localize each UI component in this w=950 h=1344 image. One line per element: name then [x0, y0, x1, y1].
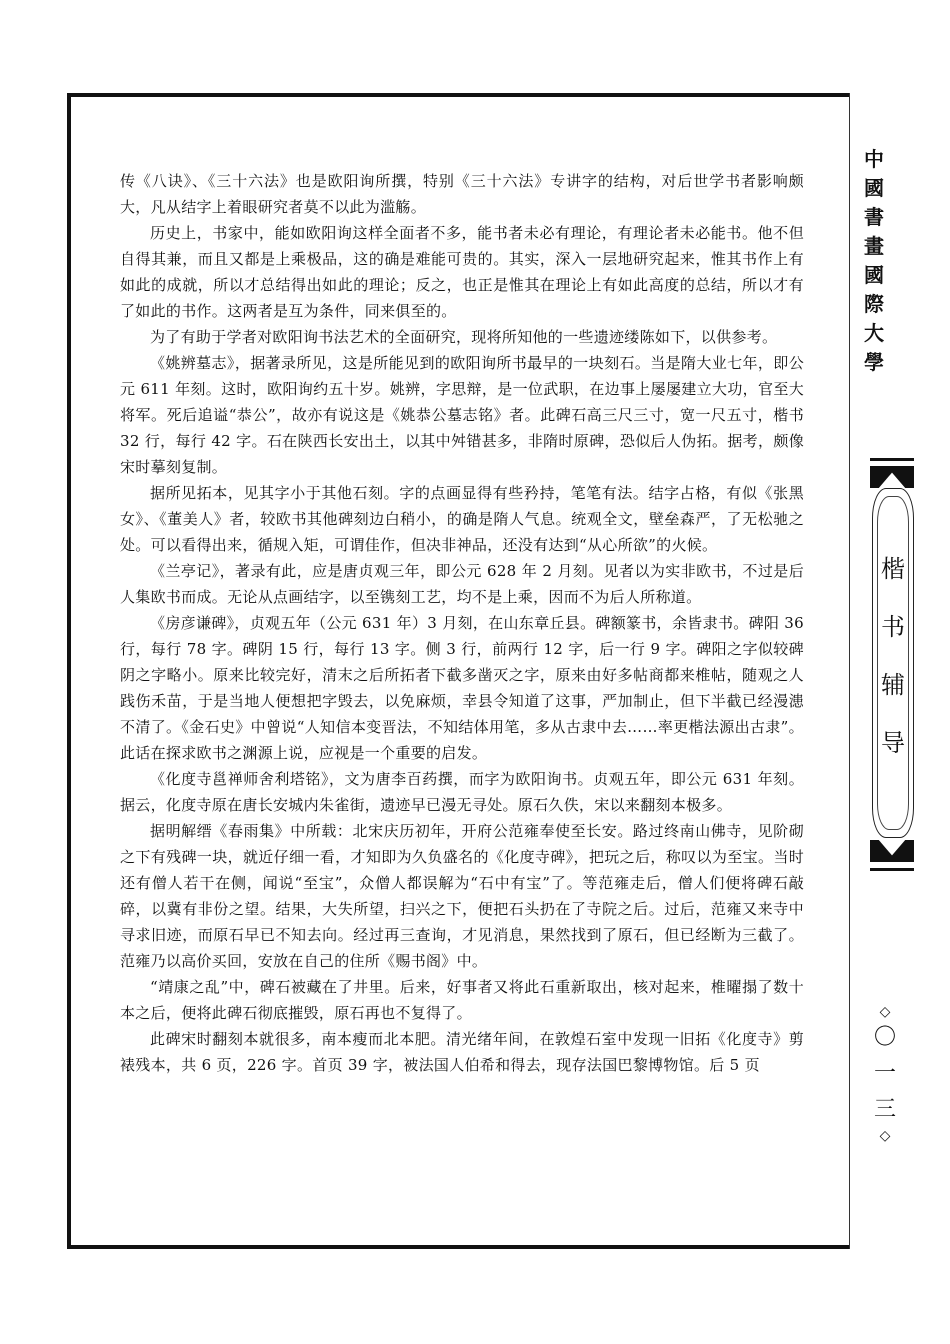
paragraph: 传《八诀》、《三十六法》也是欧阳询所撰，特别《三十六法》专讲字的结构，对后世学书者影响颇大，凡从结字上着眼研究者莫不以此为滥觞。	[120, 172, 804, 216]
banner-bottom-rule	[870, 868, 914, 871]
paragraph: 《姚辨墓志》，据著录所见，这是所能见到的欧阳询所书最早的一块刻石。当是隋大业七年，即公元 611 年刻。这时，欧阳询约五十岁。姚辨，字思辩，是一位武职，在边事上屡屡建立大功，官至大将军。死后追谥“恭公”，故亦有说这是《姚恭公墓志铭》者。此碑石高三尺三寸，宽一尺五寸，楷书 32 行，每行 42 字。石在陕西长安出土，以其中舛错甚多，非隋时原碑，恐似后人伪拓。据考，颇像宋时摹刻复制。	[120, 354, 804, 476]
side-title-char: 大	[864, 321, 884, 345]
banner-char: 楷	[881, 555, 905, 583]
paragraph: 据所见拓本，见其字小于其他石刻。字的点画显得有些矜持，笔笔有法。结字占格，有似《张黑女》、《董美人》者，较欧书其他碑刻边白稍小，的确是隋人气息。统观全文，壁垒森严，了无松驰之处。可以看得出来，循规入矩，可谓佳作，但决非神品，还没有达到“从心所欲”的火候。	[120, 484, 804, 554]
paragraph: 《房彦谦碑》，贞观五年（公元 631 年）3 月刻，在山东章丘县。碑额篆书，余皆隶书。碑阳 36 行，每行 78 字。碑阴 15 行，每行 13 字。侧 3 行，前两行 12 字，后一行 9 字。碑阳之字似较碑阴之字略小。原来比较完好，清末之后所拓者下截多凿灭之字，原来由好多帖商都来椎帖，随观之人践伤禾苗，于是当地人便想把字毁去，以免麻烦，幸县令知道了这事，严加制止，但下半截已经漫漶不清了。《金石史》中曾说“人知信本变晋法，不知结体用笔，多从古隶中去……率更楷法源出古隶”。此话在探求欧书之渊源上说，应视是一个重要的启发。	[120, 614, 804, 762]
section-banner	[872, 540, 914, 772]
paragraph: 历史上，书家中，能如欧阳询这样全面者不多，能书者未必有理论，有理论者未必能书。他不但自得其兼，而且又都是上乘极品，这的确是难能可贵的。其实，深入一层地研究起来，惟其书作上有如此的成就，所以才总结得出如此的理论；反之，也正是惟其在理论上有如此高度的总结，所以才有了如此的书作。这两者是互为条件，同来俱至的。	[120, 224, 804, 320]
banner-char: 辅	[881, 671, 905, 699]
page-number-char: 一	[873, 1061, 896, 1086]
side-title-char: 際	[864, 292, 884, 316]
side-title	[858, 145, 890, 377]
diamond-icon: ◇	[879, 1004, 891, 1020]
page-number-char: 〇	[873, 1025, 896, 1050]
banner-char: 书	[881, 613, 905, 641]
page-number	[862, 1004, 908, 1144]
paragraph: 此碑宋时翻刻本就很多，南本瘦而北本肥。清光绪年间，在敦煌石室中发现一旧拓《化度寺》剪裱残本，共 6 页，226 字。首页 39 字，被法国人伯希和得去，现存法国巴黎博物馆。后 5 页	[120, 1030, 804, 1074]
banner-char: 导	[881, 729, 905, 757]
paragraph: 为了有助于学者对欧阳询书法艺术的全面研究，现将所知他的一些遗迹缕陈如下，以供参考。	[150, 328, 778, 346]
side-title-char: 國	[864, 176, 884, 200]
paragraph: 《化度寺邕禅师舍利塔铭》，文为唐李百药撰，而字为欧阳询书。贞观五年，即公元 631 年刻。据云，化度寺原在唐长安城内朱雀街，遗迹早已漫无寻处。原石久佚，宋以来翻刻本极多。	[120, 770, 804, 814]
body-text	[120, 168, 804, 1078]
side-title-char: 書	[864, 205, 884, 229]
paragraph: “靖康之乱”中，碑石被藏在了井里。后来，好事者又将此石重新取出，核对起来，椎曜搨了数十本之后，便将此碑石彻底摧毁，原石再也不复得了。	[120, 978, 804, 1022]
paragraph: 《兰亭记》，著录有此，应是唐贞观三年，即公元 628 年 2 月刻。见者以为实非欧书，不过是后人集欧书而成。无论从点画结字，以至镌刻工艺，均不是上乘，因而不为后人所称道。	[120, 562, 804, 606]
side-title-char: 學	[864, 350, 884, 374]
side-title-char: 畫	[864, 234, 884, 258]
diamond-icon: ◇	[879, 1128, 891, 1144]
banner-top-rule	[870, 458, 914, 461]
frame-divider	[849, 93, 850, 1249]
banner-top-ornament	[870, 466, 914, 488]
side-title-char: 中	[864, 147, 884, 171]
paragraph: 据明解缙《春雨集》中所载：北宋庆历初年，开府公范雍奉使至长安。路过终南山佛寺，见阶砌之下有残碑一块，就近仔细一看，才知即为久负盛名的《化度寺碑》，把玩之后，称叹以为至宝。当时还有僧人若干在侧，闻说“至宝”，众僧人都误解为“石中有宝”了。等范雍走后，僧人们便将碑石敲碎，以冀有非份之望。结果，大失所望，扫兴之下，便把石头扔在了寺院之后。过后，范雍又来寺中寻求旧迹，而原石早已不知去向。经过再三查询，才见消息，果然找到了原石，但已经断为三截了。范雍乃以高价买回，安放在自己的住所《赐书阁》中。	[120, 822, 804, 970]
side-title-char: 國	[864, 263, 884, 287]
page-number-char: 三	[873, 1097, 896, 1122]
banner-bottom-ornament	[870, 840, 914, 862]
